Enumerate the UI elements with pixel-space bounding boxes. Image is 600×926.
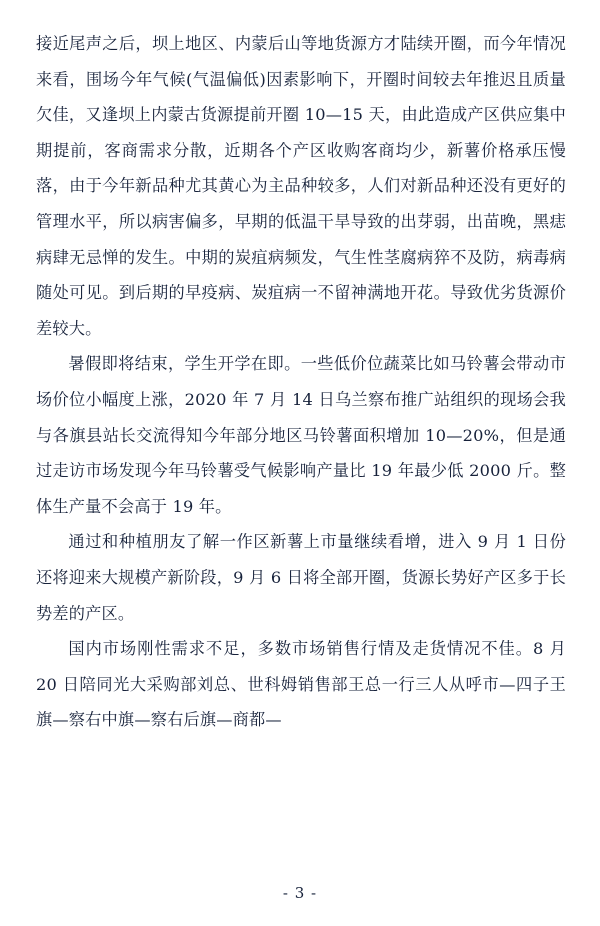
document-body: [36, 26, 566, 738]
page-number: - 3 -: [282, 884, 318, 902]
paragraph: 接近尾声之后，坝上地区、内蒙后山等地货源方才陆续开圈，而今年情况来看，围场今年气候(气温偏低)因素影响下，开圈时间较去年推迟且质量欠佳，又逢坝上内蒙古货源提前开圈 10—15 天，由此造成产区供应集中期提前，客商需求分散，近期各个产区收购客商均少，新薯价格承压慢落，由于今年新品种尤其黄心为主品种较多，人们对新品种还没有更好的管理水平，所以病害偏多，早期的低温干旱导致的出芽弱，出苗晚，黑痣病肆无忌惮的发生。中期的炭疽病频发，气生性茎腐病猝不及防，病毒病随处可见。到后期的早疫病、炭疽病一不留神满地开花。导致优劣货源价差较大。: [36, 34, 566, 338]
paragraph: 通过和种植朋友了解一作区新薯上市量继续看增，进入 9 月 1 日份还将迎来大规模产新阶段，9 月 6 日将全部开圈，货源长势好产区多于长势差的产区。: [36, 532, 566, 623]
paragraph: 国内市场刚性需求不足，多数市场销售行情及走货情况不佳。8 月 20 日陪同光大采购部刘总、世科姆销售部王总一行三人从呼市—四子王旗—察右中旗—察右后旗—商都—: [36, 639, 566, 730]
paragraph: 暑假即将结束，学生开学在即。一些低价位蔬菜比如马铃薯会带动市场价位小幅度上涨，2020 年 7 月 14 日乌兰察布推广站组织的现场会我与各旗县站长交流得知今年部分地区马铃薯面积增加 10—20%，但是通过走访市场发现今年马铃薯受气候影响产量比 19 年最少低 2000 斤。整体生产量不会高于 19 年。: [36, 354, 566, 516]
